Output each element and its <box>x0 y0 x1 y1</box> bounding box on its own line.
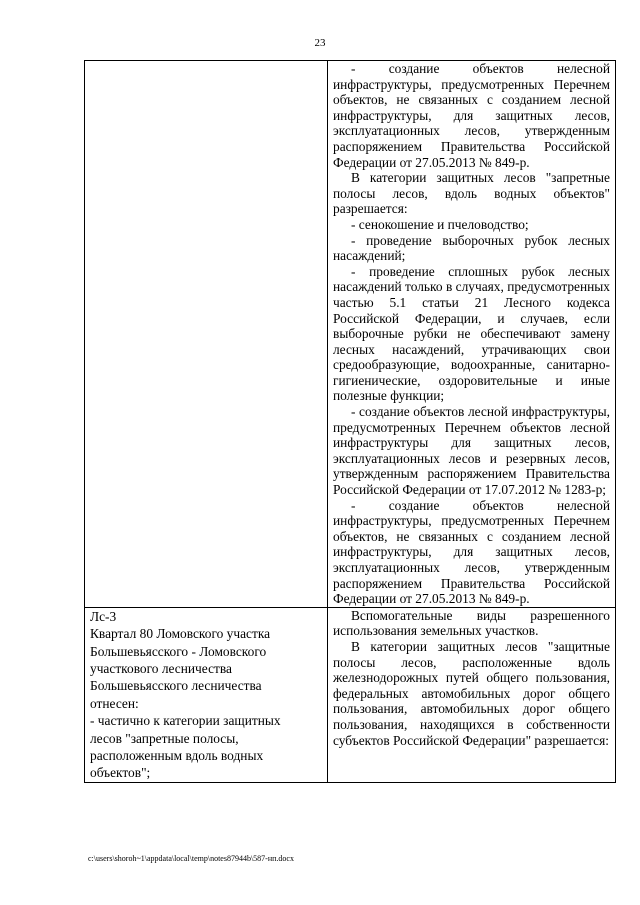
text-line: лесов "запретные полосы, <box>90 730 239 746</box>
paragraph: - создание объектов лесной инфраструктуры, предусмотренных Перечнем объектов лесной инфраструктуры для защитных лесов, эксплуатационных лесов и резервных лесов, утвержденным распоряжением Правительства Российской Федерации от 17.07.2012 № 1283-р; <box>333 404 610 498</box>
paragraph: - проведение выборочных рубок лесных насаждений; <box>333 232 610 264</box>
paragraph: Вспомогательные виды разрешенного использования земельных участков. <box>333 607 610 639</box>
table-cell-right <box>328 607 616 782</box>
text-line: участкового лесничества <box>90 661 232 676</box>
table-cell-left <box>85 607 328 782</box>
text-line: расположенным вдоль водных <box>90 748 264 764</box>
paragraph: - создание объектов нелесной инфраструктуры, предусмотренных Перечнем объектов, не связанных с созданием лесной инфраструктуры, для защитных лесов, эксплуатационных лесов, утвержденным распоряжением Правительства Российской Федерации от 27.05.2013 № 849-р. <box>333 61 610 170</box>
text-line: отнесен: <box>90 695 139 711</box>
table-row <box>85 61 616 608</box>
paragraph: В категории защитных лесов "защитные полосы лесов, расположенные вдоль железнодорожных путей общего пользования, федеральных автомобильных дорог общего пользования, автомобильных дорог общего пользования, находящихся в собственности субъектов Российской Федерации" разрешается: <box>333 638 610 748</box>
paragraph: - проведение сплошных рубок лесных насаждений только в случаях, предусмотренных частью 5.1 статьи 21 Лесного кодекса Российской Федерации, и случаев, если выборочные рубки не обеспечивают замену лесных насаждений, утрачивающих свои средообразующие, водоохранные, санитарно-гигиенические, оздоровительные и иные полезные функции; <box>333 263 610 404</box>
table-cell-left <box>85 61 328 608</box>
text-line: Большевьясского - Ломовского <box>90 643 267 659</box>
paragraph: - сенокошение и пчеловодство; <box>351 216 529 232</box>
paragraph: - создание объектов нелесной инфраструктуры, предусмотренных Перечнем объектов, не связанных с созданием лесной инфраструктуры, для защитных лесов, эксплуатационных лесов, утвержденным распоряжением Правительства Российской Федерации от 27.05.2013 № 849-р. <box>333 497 610 607</box>
text-line: объектов"; <box>90 765 151 781</box>
table-cell-right <box>328 61 616 608</box>
text-line: Квартал 80 Ломовского участка <box>90 626 271 642</box>
paragraph: В категории защитных лесов "запретные полосы лесов, вдоль водных объектов" разрешается: <box>333 170 610 217</box>
page-number: 23 <box>314 37 326 49</box>
table-row <box>85 607 616 782</box>
land-use-table <box>84 60 616 783</box>
text-line: Большевьясского лесничества <box>90 678 262 694</box>
text-line: - частично к категории защитных <box>90 713 281 729</box>
plot-code: Лс-3 <box>90 608 117 624</box>
file-path-footer: c:\users\shoroh~1\appdata\local\temp\notes87944b\587-нп.docx <box>88 854 294 863</box>
